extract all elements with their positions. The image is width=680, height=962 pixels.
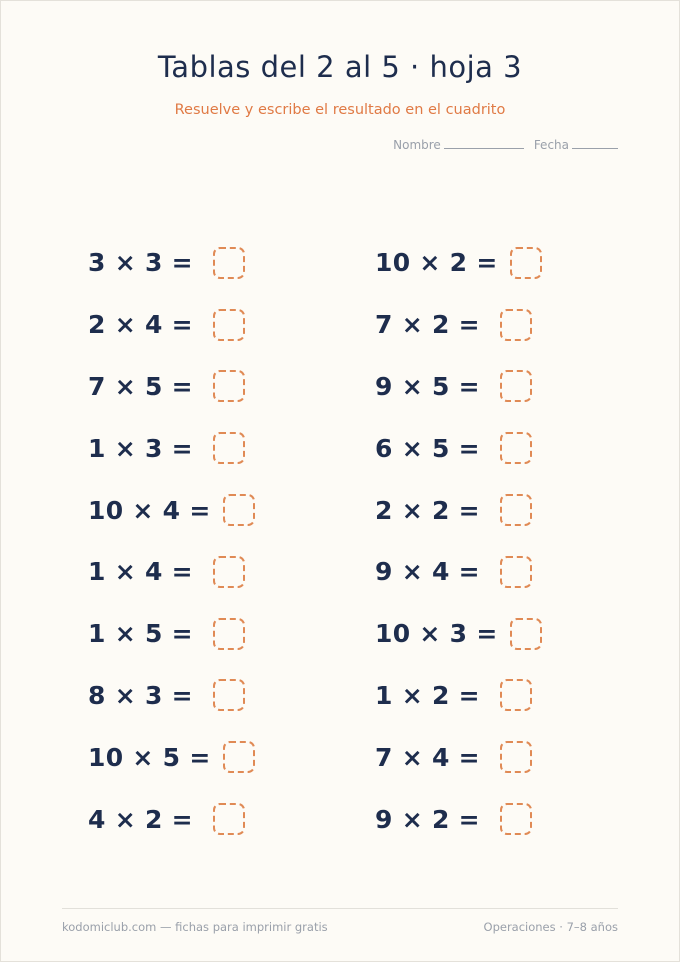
problem-expression: 7 × 2 = (375, 310, 480, 340)
problem-row (375, 417, 542, 479)
problem-expression: 2 × 4 = (88, 310, 193, 340)
answer-box[interactable] (223, 494, 255, 526)
problem-row (88, 665, 255, 727)
footer-category: Operaciones · 7–8 años (483, 920, 618, 934)
footer-site-credit: kodomiclub.com — fichas para imprimir gratis (62, 920, 328, 934)
problem-expression: 9 × 2 = (375, 804, 480, 834)
problem-expression: 7 × 4 = (375, 742, 480, 772)
name-line (444, 148, 524, 149)
problem-expression: 1 × 4 = (88, 557, 193, 587)
answer-box[interactable] (510, 247, 542, 279)
answer-box[interactable] (213, 556, 245, 588)
problem-row (88, 788, 255, 850)
problem-row (375, 479, 542, 541)
answer-box[interactable] (213, 679, 245, 711)
date-line (572, 148, 618, 149)
answer-box[interactable] (213, 618, 245, 650)
problem-expression: 10 × 2 = (375, 248, 498, 278)
worksheet-title: Tablas del 2 al 5 · hoja 3 (157, 50, 523, 84)
name-field[interactable] (393, 138, 524, 152)
problem-row (88, 232, 255, 294)
worksheet-subtitle: Resuelve y escribe el resultado en el cuadrito (174, 102, 506, 118)
answer-box[interactable] (213, 247, 245, 279)
date-label: Fecha (533, 138, 569, 152)
problem-expression: 2 × 2 = (375, 495, 480, 525)
problem-expression: 9 × 5 = (375, 371, 480, 401)
problems-column-right (375, 232, 542, 850)
problem-row (88, 294, 255, 356)
problem-row (375, 788, 542, 850)
problem-row (88, 726, 255, 788)
problem-expression: 1 × 3 = (88, 433, 193, 463)
problem-expression: 8 × 3 = (88, 680, 193, 710)
problem-row (375, 294, 542, 356)
footer-divider (62, 908, 618, 909)
problem-expression: 4 × 2 = (88, 804, 193, 834)
answer-box[interactable] (213, 432, 245, 464)
problem-expression: 1 × 5 = (88, 619, 193, 649)
answer-box[interactable] (223, 741, 255, 773)
problem-row (375, 665, 542, 727)
date-field[interactable] (534, 138, 618, 152)
problem-expression: 3 × 3 = (88, 248, 193, 278)
problem-row (375, 541, 542, 603)
answer-box[interactable] (500, 741, 532, 773)
problem-expression: 9 × 4 = (375, 557, 480, 587)
problem-row (88, 356, 255, 418)
problem-expression: 10 × 4 = (88, 495, 211, 525)
answer-box[interactable] (500, 679, 532, 711)
name-date-fields (393, 138, 618, 152)
problem-expression: 6 × 5 = (375, 433, 480, 463)
problem-row (375, 726, 542, 788)
problem-expression: 10 × 3 = (375, 619, 498, 649)
answer-box[interactable] (213, 309, 245, 341)
answer-box[interactable] (510, 618, 542, 650)
problems-column-left (88, 232, 255, 850)
problem-expression: 10 × 5 = (88, 742, 211, 772)
problem-row (375, 356, 542, 418)
answer-box[interactable] (500, 309, 532, 341)
problem-row (88, 417, 255, 479)
problem-row (375, 603, 542, 665)
answer-box[interactable] (500, 370, 532, 402)
name-label: Nombre (393, 138, 441, 152)
answer-box[interactable] (500, 556, 532, 588)
answer-box[interactable] (213, 370, 245, 402)
problem-row (88, 541, 255, 603)
answer-box[interactable] (500, 494, 532, 526)
problem-expression: 7 × 5 = (88, 371, 193, 401)
problem-row (375, 232, 542, 294)
answer-box[interactable] (213, 803, 245, 835)
answer-box[interactable] (500, 432, 532, 464)
problem-row (88, 479, 255, 541)
problem-row (88, 603, 255, 665)
problem-expression: 1 × 2 = (375, 680, 480, 710)
answer-box[interactable] (500, 803, 532, 835)
